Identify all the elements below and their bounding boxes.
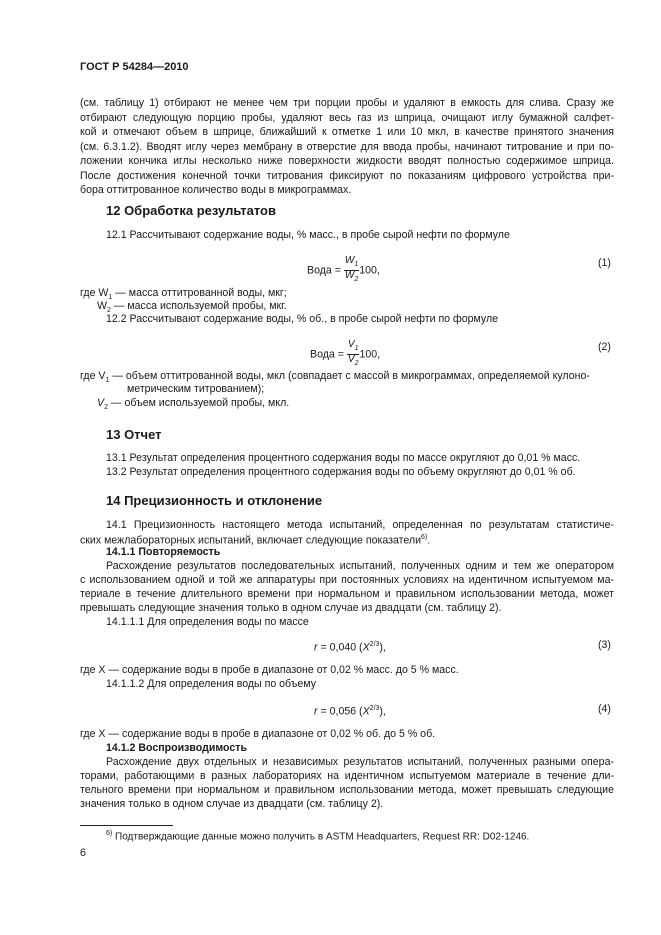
formula-number: (3)	[598, 639, 611, 651]
text-line: кой и отмечают объем в шприце, ближайший к отметке 1 или 10 мкл, в качестве принятого значения	[80, 126, 614, 138]
formula-number: (2)	[598, 341, 611, 353]
where-line: метрическим титрованием);	[127, 383, 265, 395]
section-14-title: 14 Прецизионность и отклонение	[106, 493, 323, 508]
text-line: После достижения конечной точки титрования фиксируют по показаниям цифрового устройства при-	[80, 169, 614, 182]
footnote-divider	[80, 825, 173, 826]
denominator-sub: 2	[354, 360, 359, 367]
text-line: бора оттитрованное количество воды в микрограммах.	[80, 184, 352, 196]
where-line: где X — содержание воды в пробе в диапазоне от 0,02 % масс. до 5 % масс.	[80, 664, 459, 676]
footnote: $^{6)}$ Подтверждающие данные можно получить в ASTM Headquarters, Request RR: D02-1246.	[106, 830, 530, 843]
paragraph-14-1-cont: ских межлабораторных испытаний, включает следующие показатели$^{6)}$.	[80, 534, 431, 547]
subsection-14-1-1-1: 14.1.1.1 Для определения воды по массе	[106, 616, 309, 628]
where-line: где $V_1$ — объем оттитрованной воды, мкл (совпадает с массой в микрограммах, определяемой кулоно-	[80, 370, 590, 385]
text-line: отбирают следующую порцию пробы, удаляют весь газ из шприца, очищают иглу бумажной салфет-	[80, 111, 614, 124]
denominator: W	[344, 270, 355, 281]
page-number: 6	[80, 847, 86, 859]
numerator-sub: 1	[354, 261, 359, 268]
where-line: где X — содержание воды в пробе в диапазоне от 0,02 % об. до 5 % об.	[80, 728, 436, 740]
text-line: Расхождение результатов последовательных испытаний, полученных одним и тем же оператором	[106, 560, 614, 572]
formula-4: r = 0,056 $(X^{2/3})$,	[314, 705, 386, 718]
formula-number: (4)	[598, 703, 611, 715]
text-line: ложении кончика иглы несколько ниже поверхности жидкости вводят полностью содержимое шприца.	[80, 155, 614, 167]
formula-2	[310, 340, 380, 369]
text-line: Расхождение двух отдельных и независимых результатов испытаний, полученных разными опера-	[106, 756, 614, 768]
numerator-sub: 1	[354, 345, 359, 352]
where-line: $W_2$ — масса используемой пробы, мкг.	[97, 300, 287, 315]
text-line: значения только в одном случае из двадцати (см. таблицу 2).	[80, 798, 384, 810]
paragraph-13-2: 13.2 Результат определения процентного содержания воды по объему округляют до 0,01 % об.	[106, 466, 576, 478]
text-line: (см. таблицу 1) отбирают не менее чем три порции пробы и удаляют в емкость для слива. Сразу же	[80, 97, 614, 109]
formula-rhs: 100,	[359, 264, 380, 277]
numerator: V	[347, 339, 355, 350]
where-line: $V_2$ — объем используемой пробы, мкл.	[97, 397, 290, 412]
text-line: (см. 6.3.1.2). Вводят иглу через мембрану в отверстие для ввода пробы, начинают титрование и при по-	[80, 140, 614, 153]
paragraph-13-1: 13.1 Результат определения процентного содержания воды по массе округляют до 0,01 % масс.	[106, 452, 581, 464]
text-line: с использованием одной и той же аппаратуры при постоянных условиях на идентичном испытуемом ма-	[80, 574, 614, 586]
text-line: торами, работающими в разных лабораториях на идентичном испытуемом материале в течение дли-	[80, 770, 614, 782]
paragraph-12-1: 12.1 Рассчитывают содержание воды, % масс., в пробе сырой нефти по формуле	[106, 229, 510, 241]
subsection-14-1-1-title: 14.1.1 Повторяемость	[106, 546, 221, 558]
formula-3: r = 0,040 $(X^{2/3})$,	[314, 641, 386, 654]
text-line: териале в течение длительного времени при нормальном и правильном использовании метода, может	[80, 588, 614, 600]
where-line: где $W_1$ — масса оттитрованной воды, мкг;	[80, 287, 287, 302]
denominator: V	[347, 354, 355, 365]
text-line: превышать следующие значения только в одном случае из двадцати (см. таблицу 2).	[80, 602, 502, 614]
formula-lhs: Вода =	[307, 264, 341, 277]
section-12-title: 12 Обработка результатов	[106, 203, 276, 218]
footnote-ref: 6)	[421, 534, 428, 541]
paragraph-14-1: 14.1 Прецизионность настоящего метода испытаний, определенная по результатам статистиче-	[106, 519, 614, 531]
text-line: тельного времени при нормальном и правильном использовании метода, может превышать следующие	[80, 784, 614, 796]
formula-lhs: Вода =	[310, 348, 344, 361]
denominator-sub: 2	[354, 276, 359, 283]
numerator: W	[344, 255, 355, 266]
document-header: ГОСТ Р 54284—2010	[80, 61, 189, 73]
formula-fraction	[344, 256, 359, 285]
section-13-title: 13 Отчет	[106, 427, 162, 442]
formula-fraction	[347, 340, 360, 369]
formula-1	[307, 256, 380, 285]
formula-number: (1)	[598, 257, 611, 269]
subsection-14-1-1-2: 14.1.1.2 Для определения воды по объему	[106, 678, 316, 690]
formula-rhs: 100,	[359, 348, 381, 361]
subsection-14-1-2-title: 14.1.2 Воспроизводимость	[106, 742, 247, 754]
paragraph-12-2: 12.2 Рассчитывают содержание воды, % об., в пробе сырой нефти по формуле	[106, 313, 499, 325]
